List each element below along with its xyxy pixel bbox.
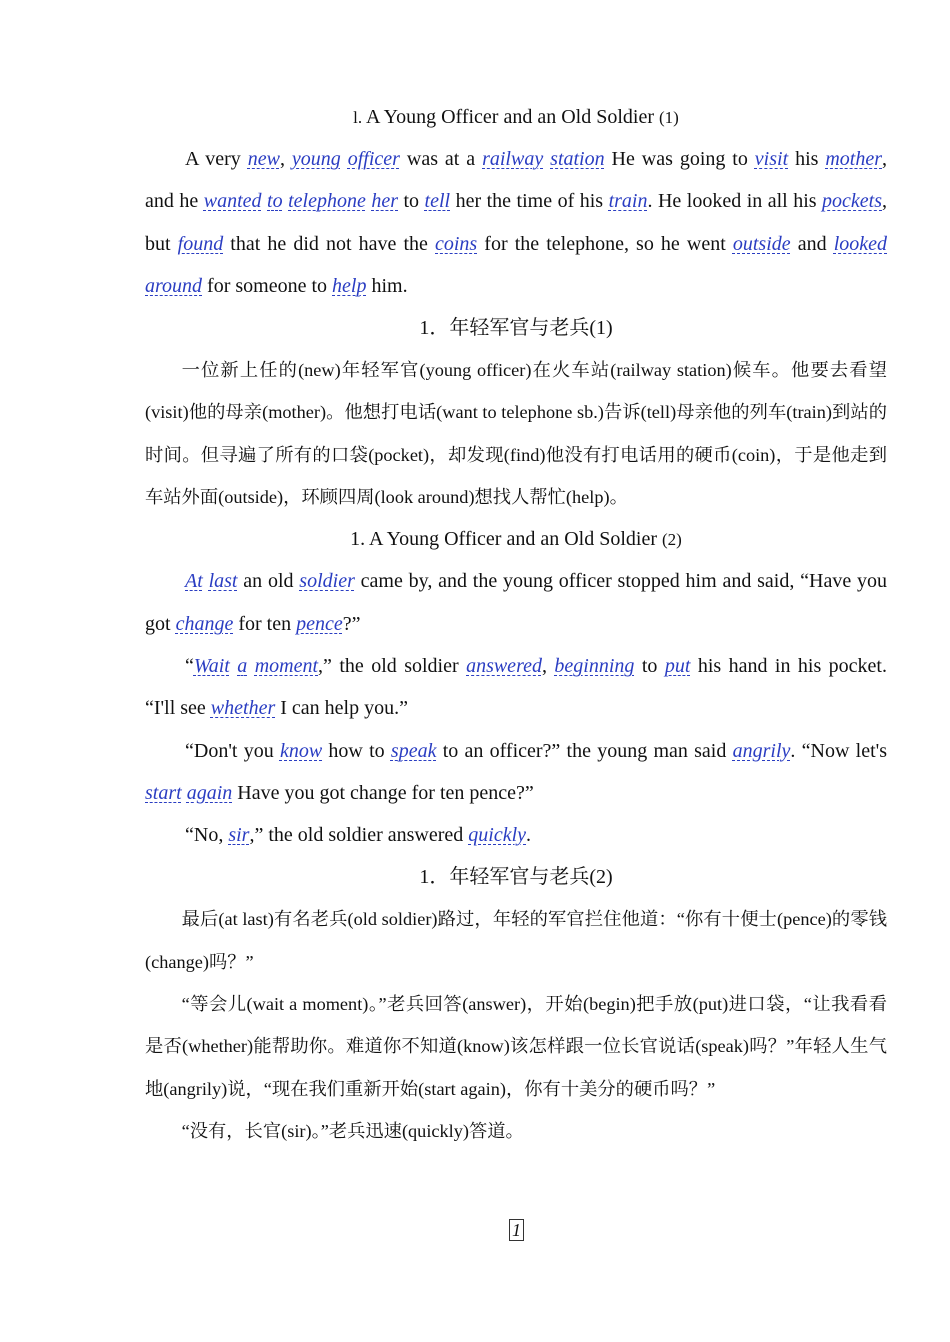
keyword-change: change bbox=[175, 612, 234, 635]
section-title-en-2 bbox=[145, 518, 887, 560]
keyword-looked: looked bbox=[833, 232, 888, 255]
page-number: 1 bbox=[509, 1219, 524, 1241]
keyword-to: to bbox=[267, 190, 283, 213]
keyword-whether: whether bbox=[210, 697, 276, 720]
paragraph-en-2: At last an old soldier came by, and the young officer stopped him and said, “Have you got change for ten pence?” bbox=[145, 570, 887, 635]
keyword-quickly: quickly bbox=[468, 824, 527, 847]
keyword-start: start bbox=[145, 781, 182, 804]
document-body bbox=[145, 96, 887, 1152]
keyword-again: again bbox=[186, 781, 233, 804]
keyword-help: help bbox=[332, 274, 367, 297]
paragraph-en-3: “Wait a moment,” the old soldier answered, beginning to put his hand in his pocket. “I'll see whether I can help you.” bbox=[145, 654, 887, 720]
keyword-her: her bbox=[371, 190, 398, 213]
keyword-new: new bbox=[247, 148, 280, 170]
keyword-put: put bbox=[664, 654, 691, 677]
keyword-station: station bbox=[550, 148, 605, 170]
section-title-zh-2: 1．年轻军官与老兵(2) bbox=[419, 866, 613, 889]
section-title-en-1 bbox=[145, 96, 887, 138]
paragraph-zh-2: 最后(at last)有名老兵(old soldier)路过，年轻的军官拦住他道：“你有十便士(pence)的零钱(change)吗？” bbox=[145, 909, 887, 972]
keyword-pence: pence bbox=[296, 612, 343, 635]
keyword-speak: speak bbox=[390, 739, 437, 762]
keyword-pockets: pockets bbox=[822, 190, 883, 213]
keyword-around: around bbox=[145, 274, 203, 297]
keyword-at: At bbox=[185, 570, 203, 593]
title-part: (2) bbox=[662, 530, 682, 550]
title-part: (1) bbox=[659, 108, 679, 127]
section-title-zh-1: 1．年轻军官与老兵(1) bbox=[419, 317, 613, 340]
title-text: A Young Officer and an Old Soldier bbox=[366, 106, 654, 128]
paragraph-en-5: “No, sir,” the old soldier answered quickly. bbox=[185, 824, 532, 847]
keyword-found: found bbox=[177, 232, 224, 255]
keyword-officer: officer bbox=[347, 148, 400, 170]
keyword-wait: Wait bbox=[193, 654, 230, 677]
keyword-angrily: angrily bbox=[732, 739, 791, 762]
keyword-tell: tell bbox=[424, 190, 451, 213]
keyword-answered: answered bbox=[466, 654, 542, 677]
keyword-last: last bbox=[208, 570, 238, 593]
keyword-train: train bbox=[608, 190, 648, 213]
keyword-soldier: soldier bbox=[299, 570, 355, 593]
paragraph-en-4: “Don't you know how to speak to an officer?” the young man said angrily. “Now let's start again Have you got change for ten pence?” bbox=[145, 739, 888, 804]
keyword-telephone: telephone bbox=[288, 190, 366, 213]
paragraph-en-1: A very new, young officer was at a railway station He was going to visit his mother, and he wanted to telephone her to tell her the time of his train. He looked in all his pockets, but found that he did not have the coins for the telephone, so he went outside and looked around for someone to help him. bbox=[145, 148, 888, 297]
keyword-mother: mother bbox=[825, 148, 883, 170]
keyword-moment: moment bbox=[254, 654, 319, 677]
paragraph-zh-3: “等会儿(wait a moment)。”老兵回答(answer)，开始(begin)把手放(put)进口袋，“让我看看是否(whether)能帮助你。难道你不知道(know)该怎样跟一位长官说话(speak)吗？”年轻人生气地(angrily)说，“现在我们重新开始(start again)，你有十美分的硬币吗？” bbox=[145, 994, 887, 1099]
keyword-coins: coins bbox=[435, 232, 478, 255]
keyword-visit: visit bbox=[754, 148, 789, 170]
paragraph-zh-4: “没有，长官(sir)。”老兵迅速(quickly)答道。 bbox=[181, 1120, 524, 1141]
section-number: l. bbox=[353, 108, 363, 127]
keyword-sir: sir bbox=[228, 824, 250, 847]
keyword-railway: railway bbox=[482, 148, 544, 170]
title-text: 1. A Young Officer and an Old Soldier bbox=[350, 528, 657, 551]
keyword-know: know bbox=[279, 739, 323, 762]
paragraph-zh-1: 一位新上任的(new)年轻军官(young officer)在火车站(railway station)候车。他要去看望(visit)他的母亲(mother)。他想打电话(want to telephone sb.)告诉(tell)母亲他的列车(train)到站的时间。但寻遍了所有的口袋(pocket)，却发现(find)他没有打电话用的硬币(coin)，于是他走到车站外面(outside)，环顾四周(look around)想找人帮忙(help)。 bbox=[145, 360, 887, 508]
keyword-wanted: wanted bbox=[203, 190, 262, 213]
keyword-young: young bbox=[291, 148, 341, 170]
keyword-beginning: beginning bbox=[554, 654, 635, 677]
keyword-a: a bbox=[237, 654, 248, 677]
keyword-outside: outside bbox=[732, 232, 791, 255]
